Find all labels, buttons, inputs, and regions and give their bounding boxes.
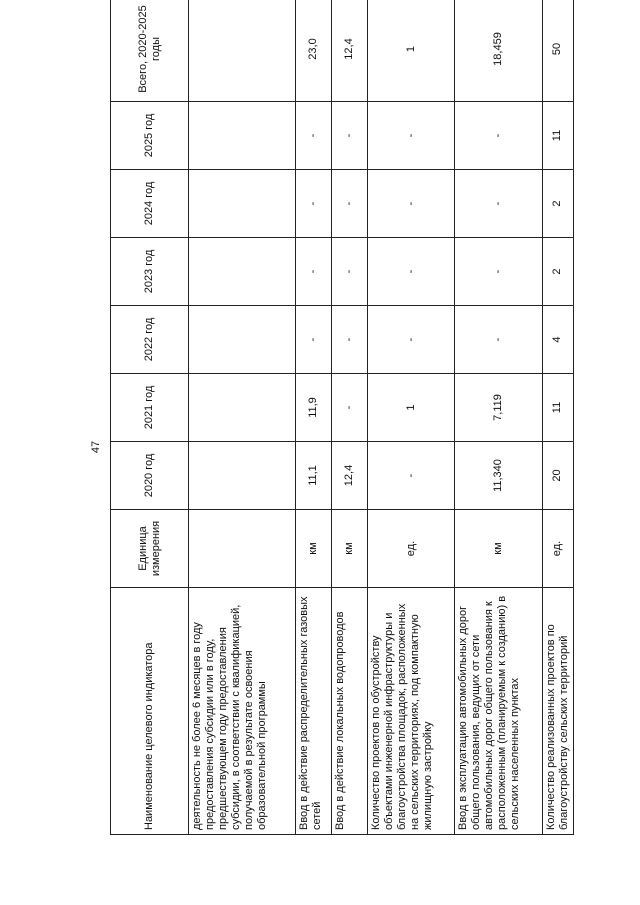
cell-2022: - <box>296 306 332 374</box>
cell-indicator-name: Ввод в эксплуатацию автомобильных дорог общего пользования, ведущих от сети автомобильных дорог общего пользования к расположенным (планируемым к созданию) в сельских населенных пунктах <box>455 588 543 835</box>
cell-2021: 11,9 <box>296 374 332 442</box>
cell-2020: - <box>368 442 455 510</box>
cell-unit: км <box>455 510 543 588</box>
cell-2025 <box>189 102 296 170</box>
cell-2022: - <box>455 306 543 374</box>
table-row <box>296 0 332 835</box>
header-2022: 2022 год <box>111 306 189 374</box>
cell-2024: - <box>332 170 368 238</box>
table-row <box>332 0 368 835</box>
table-row <box>455 0 543 835</box>
cell-total: 18,459 <box>455 0 543 102</box>
cell-2023: - <box>332 238 368 306</box>
cell-2020: 11,340 <box>455 442 543 510</box>
cell-2020: 12,4 <box>332 442 368 510</box>
table-header-row <box>111 0 189 835</box>
cell-2024: 2 <box>543 170 574 238</box>
cell-indicator-name: Количество проектов по обустройству объектами инженерной инфраструктуры и благоустройства площадок, расположенных на сельских территориях, под компактную жилищную застройку <box>368 588 455 835</box>
cell-2025: - <box>455 102 543 170</box>
cell-total: 12,4 <box>332 0 368 102</box>
cell-total: 50 <box>543 0 574 102</box>
cell-2025: - <box>368 102 455 170</box>
cell-2023: - <box>455 238 543 306</box>
cell-unit <box>189 510 296 588</box>
cell-2021: 11 <box>543 374 574 442</box>
cell-2024: - <box>455 170 543 238</box>
cell-2025: - <box>296 102 332 170</box>
cell-unit: км <box>296 510 332 588</box>
cell-2021: 1 <box>368 374 455 442</box>
cell-2023: 2 <box>543 238 574 306</box>
cell-total: 23,0 <box>296 0 332 102</box>
cell-unit: ед. <box>543 510 574 588</box>
cell-2021 <box>189 374 296 442</box>
table-row <box>189 0 296 835</box>
cell-2024: - <box>296 170 332 238</box>
header-2024: 2024 год <box>111 170 189 238</box>
header-total: Всего, 2020-2025 годы <box>111 0 189 102</box>
cell-2024 <box>189 170 296 238</box>
indicators-table <box>110 0 574 835</box>
cell-indicator-name: Количество реализованных проектов по благоустройству сельских территорий <box>543 588 574 835</box>
table-row <box>543 0 574 835</box>
header-2025: 2025 год <box>111 102 189 170</box>
header-2021: 2021 год <box>111 374 189 442</box>
cell-2022: - <box>368 306 455 374</box>
cell-2022 <box>189 306 296 374</box>
cell-indicator-name: деятельность не более 6 месяцев в году предоставления субсидии или в году, предшествующем году предоставления субсидии, в соответствии с квалификацией, получаемой в результате освоения образовательной программы <box>189 588 296 835</box>
cell-2021: - <box>332 374 368 442</box>
header-unit: Единица измерения <box>111 510 189 588</box>
cell-2023: - <box>368 238 455 306</box>
cell-2022: - <box>332 306 368 374</box>
cell-2020: 20 <box>543 442 574 510</box>
cell-total <box>189 0 296 102</box>
cell-indicator-name: Ввод в действие распределительных газовых сетей <box>296 588 332 835</box>
cell-2022: 4 <box>543 306 574 374</box>
page-number: 47 <box>90 440 102 454</box>
header-2020: 2020 год <box>111 442 189 510</box>
cell-unit: км <box>332 510 368 588</box>
header-2023: 2023 год <box>111 238 189 306</box>
cell-indicator-name: Ввод в действие локальных водопроводов <box>332 588 368 835</box>
cell-unit: ед. <box>368 510 455 588</box>
header-indicator-name: Наименование целевого индикатора <box>111 588 189 835</box>
cell-total: 1 <box>368 0 455 102</box>
table-row <box>368 0 455 835</box>
cell-2021: 7,119 <box>455 374 543 442</box>
cell-2023 <box>189 238 296 306</box>
cell-2025: 11 <box>543 102 574 170</box>
cell-2024: - <box>368 170 455 238</box>
cell-2025: - <box>332 102 368 170</box>
cell-2020 <box>189 442 296 510</box>
cell-2023: - <box>296 238 332 306</box>
cell-2020: 11,1 <box>296 442 332 510</box>
